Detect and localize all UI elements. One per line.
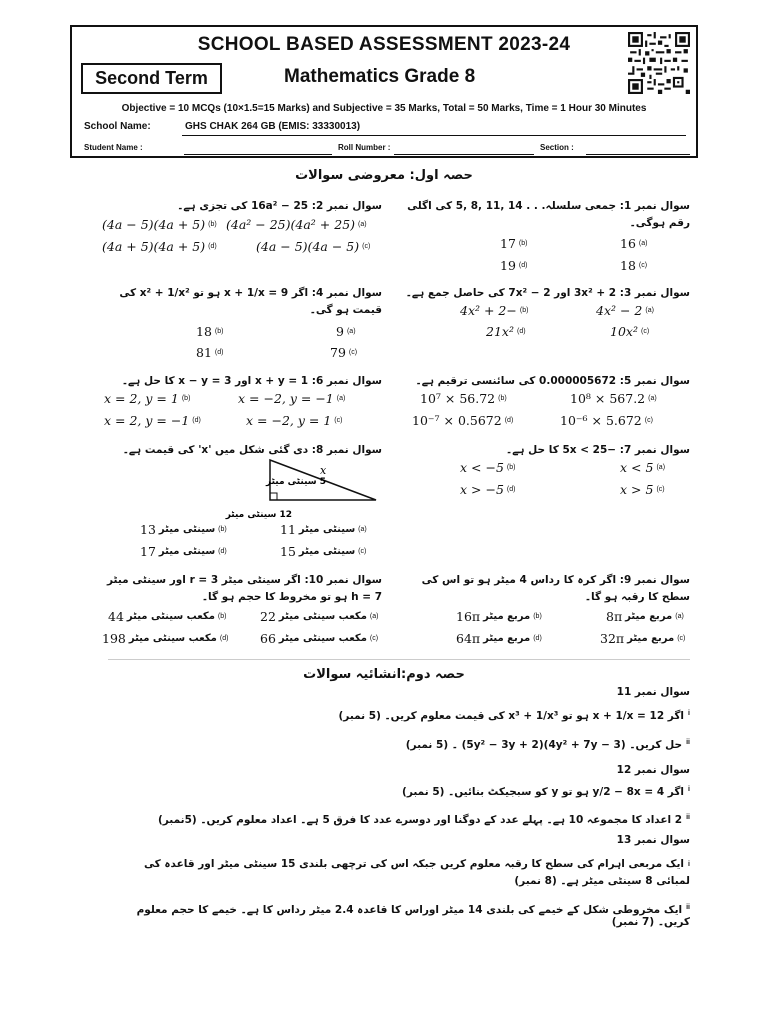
option[interactable]: (c) 10x² [610,324,650,339]
option[interactable]: (d) 81 [196,345,224,360]
header-box [70,25,698,158]
option[interactable]: (a) 16 [620,236,648,251]
subjective-section [110,686,690,926]
student-name-label: Student Name : [84,143,143,152]
roll-number-label: Roll Number : [338,143,391,152]
option[interactable]: (c) سینٹی میٹر 15 [280,544,367,559]
option[interactable]: (c) x = −2, y = 1 [246,413,343,428]
question-11-heading: سوال نمبر 11 [616,686,690,698]
option[interactable]: (b) 17 [500,236,528,251]
question-12-heading: سوال نمبر 12 [616,764,690,776]
option[interactable]: (c) 18 [620,258,648,273]
option[interactable]: (a) مکعب سینٹی میٹر 22 [260,609,379,624]
option[interactable]: (c) مربع میٹر 32π [600,631,686,646]
option[interactable]: (a) 4x² − 2 [596,303,654,318]
option[interactable]: (b) 56.72 × 10⁷ [420,391,507,406]
question-12-part-ii: ii2 اعداد کا مجموعہ 10 ہے۔ پہلے عدد کے دوگنا اور دوسرے عدد کا فرق 5 ہے۔ اعداد معلوم کریں۔ (5نمبر) [157,814,690,826]
option[interactable]: (c) مکعب سینٹی میٹر 66 [260,631,379,646]
hypotenuse-label: x [320,464,327,477]
option[interactable]: (b) مربع میٹر 16π [456,609,542,624]
section-field[interactable] [586,154,690,155]
question-11-part-i: iاگر x + 1/x = 12 ہو تو x³ + 1/x³ کی قیمت معلوم کریں۔ (5 نمبر) [338,710,690,722]
question-13-heading: سوال نمبر 13 [616,834,690,846]
question-text: سوال نمبر 2: 16a² − 25 کی تجزی ہے۔ [177,200,382,212]
option[interactable]: (c) 5.672 × 10⁻⁶ [560,413,653,428]
roll-number-field[interactable] [394,154,534,155]
school-name-label: School Name: [84,121,151,132]
option[interactable]: (d) x > −5 [460,482,516,497]
question-text: سوال نمبر 3: 3x² + 2 اور 2 − 7x² کی حاصل جمع ہے۔ [405,287,690,299]
question-text: سوال نمبر 1: جمعی سلسلہ. . . 14 ,11 ,8 ,5 کی اگلی رقم ہوگی۔ [407,200,690,229]
option[interactable]: (d) مکعب سینٹی میٹر 198 [102,631,229,646]
school-underline [182,135,686,136]
term-label: Second Term [81,63,222,94]
option[interactable]: (a) 9 [336,324,356,339]
right-triangle-figure [210,458,386,522]
height-label: 5 سینٹی میٹر [266,477,327,487]
part1-title: حصہ اول: معروضی سوالات [295,168,473,183]
option[interactable]: (b) 18 [196,324,224,339]
question-text: سوال نمبر 5: 0.000005672 کی سائنسی ترقیم ہے۔ [415,375,690,387]
question-11-part-ii: iiحل کریں۔ (4y² + 7y − 3)(5y² − 3y + 2) ۔ (5 نمبر) [405,739,690,751]
option[interactable]: (a) سینٹی میٹر 11 [280,522,367,537]
base-label: 12 سینٹی میٹر [225,510,292,520]
assessment-title: SCHOOL BASED ASSESSMENT 2023-24 [197,34,571,55]
student-name-field[interactable] [184,154,332,155]
option[interactable]: (b) (4a + 5)(4a − 5) [102,217,217,232]
option[interactable]: (d) 21x² [486,324,526,339]
option[interactable]: (b) x = 2, y = 1 [104,391,191,406]
student-info-row [84,143,686,157]
question-12-part-i: iاگر 4 = y/2 − 8x ہو تو y کو سبجیکٹ بنائیں۔ (5 نمبر) [402,786,690,798]
qr-code-icon [628,32,690,94]
question-text: سوال نمبر 9: اگر کرہ کا رداس 4 میٹر ہو تو اس کی سطح کا رقبہ ہو گا۔ [421,574,690,603]
option[interactable]: (b) مکعب سینٹی میٹر 44 [108,609,227,624]
question-13-part-i: iایک مربعی اہرام کی سطح کا رقبہ معلوم کریں جبکہ اس کی ترچھی بلندی 15 سینٹی میٹر اور قاعدہ کی لمبائی 8 سینٹی میٹر ہے۔ (8 نمبر) [144,858,690,887]
option[interactable]: (d) 0.5672 × 10⁻⁷ [412,413,514,428]
option[interactable]: (b) سینٹی میٹر 13 [140,522,227,537]
option[interactable]: (a) x = −2, y = −1 [238,391,346,406]
objective-line: Objective = 10 MCQs (10×1.5=15 Marks) and Subjective = 35 Marks, Total = 50 Marks, Time = 1 Hour 30 Minutes [121,103,647,114]
option[interactable]: (c) 79 [330,345,358,360]
option[interactable]: (d) سینٹی میٹر 17 [140,544,227,559]
part2-title: حصہ دوم:انشائیہ سوالات [303,667,465,682]
option[interactable]: (a) (4a² + 25)(4a² − 25) [226,217,367,232]
option[interactable]: (c) (4a − 5)(4a − 5) [256,239,371,254]
school-name-value: GHS CHAK 264 GB (EMIS: 33330013) [185,121,361,132]
section-label: Section : [540,143,574,152]
question-text: سوال نمبر 6: x + y = 1 اور x − y = 3 کا حل ہے۔ [121,375,382,387]
option[interactable]: (a) x < 5 [620,460,666,475]
question-text: سوال نمبر 7: −5x < 25 کا حل ہے۔ [506,444,690,456]
subject-title: Mathematics Grade 8 [284,66,476,87]
question-text: سوال نمبر 10: اگر سینٹی میٹر r = 3 اور سینٹی میٹر h = 7 ہو تو مخروط کا حجم ہو گا۔ [107,574,382,603]
option[interactable]: (a) مربع میٹر 8π [606,609,684,624]
question-text: سوال نمبر 8: دی گئی شکل میں 'x' کی قیمت ہے۔ [122,444,382,456]
option[interactable]: (d) مربع میٹر 64π [456,631,542,646]
option[interactable]: (b) x < −5 [460,460,516,475]
question-13-part-ii: iiایک مخروطی شکل کے خیمے کی بلندی 14 میٹر اوراس کا قاعدہ 2.4 میٹر رداس کا ہے۔ خیمے کا حجم معلوم کریں۔ (7 نمبر) [136,904,690,928]
option[interactable]: (b) −4x² + 2 [460,303,529,318]
option[interactable]: (a) 567.2 × 10⁸ [570,391,657,406]
option[interactable]: (d) (4a + 5)(4a + 5) [102,239,217,254]
question-text: سوال نمبر 4: اگر x + 1/x = 9 ہو تو x² + 1/x² کی قیمت ہو گی۔ [119,287,382,316]
section-divider [108,659,690,660]
option[interactable]: (c) x > 5 [620,482,665,497]
option[interactable]: (d) 19 [500,258,528,273]
option[interactable]: (d) x = 2, y = −1 [104,413,201,428]
